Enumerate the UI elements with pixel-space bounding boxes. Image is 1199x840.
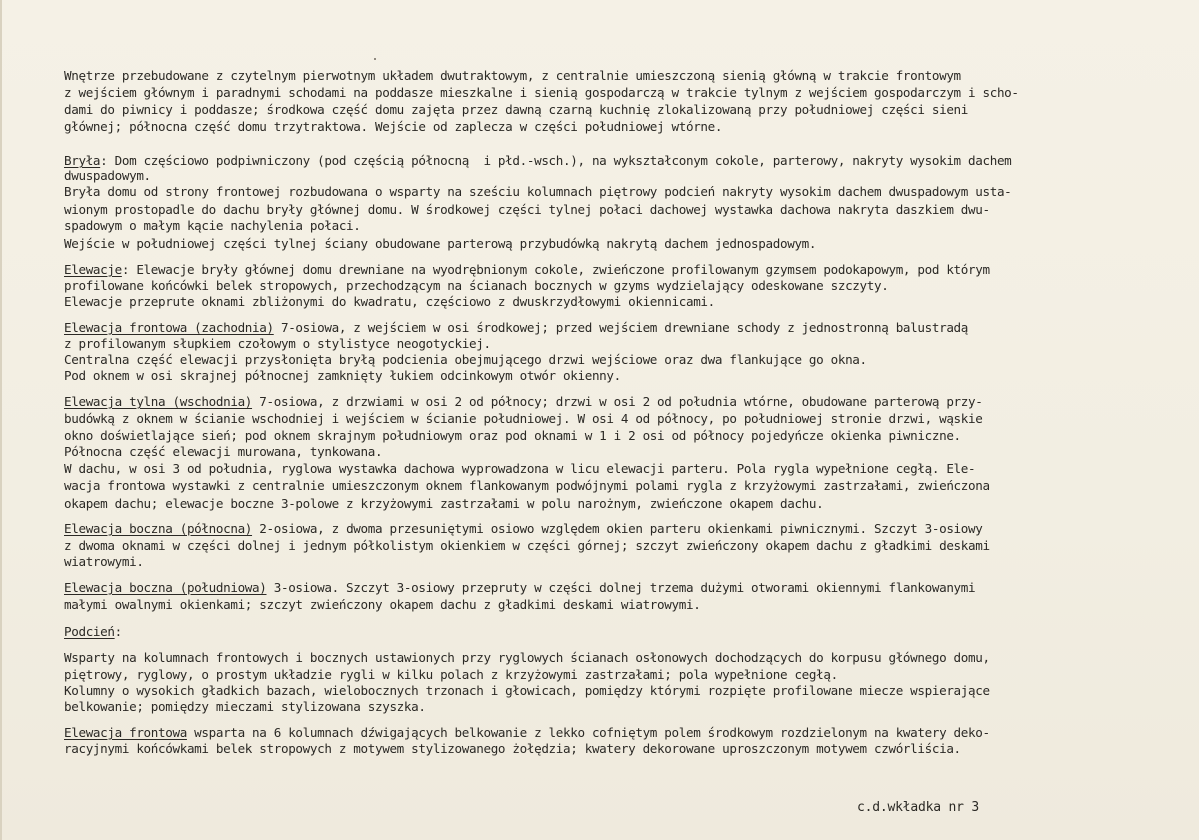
text-line: spadowym o małym kącie nachylenia połaci.	[64, 218, 361, 233]
text-line: budówką z oknem w ścianie wschodniej i wejściem w ścianie południowej. W osi 4 od północy, po południowej stronie drzwi, wąskie	[64, 411, 983, 426]
text-span: 2-osiowa, z dwoma przesuniętymi osiowo względem okien parteru okienkami piwnicznymi. Szczyt 3-osiowy	[252, 521, 983, 536]
text-span: wsparta na 6 kolumnach dźwigających belkowanie z lekko cofniętym polem środkowym rozdzielonym na kwatery deko-	[186, 725, 990, 740]
text-line: Pod oknem w osi skrajnej północnej zamknięty łukiem odcinkowym otwór okienny.	[64, 368, 621, 383]
text-line	[64, 262, 990, 278]
text-line: Wnętrze przebudowane z czytelnym pierwotnym układem dwutraktowym, z centralnie umieszczoną sienią główną w trakcie frontowym	[64, 68, 961, 83]
text-line	[64, 320, 968, 336]
text-line: belkowanie; pomiędzy mieczami stylizowana szyszka.	[64, 699, 426, 714]
text-line: W dachu, w osi 3 od południa, ryglowa wystawka dachowa wyprowadzona w licu elewacji parteru. Pola rygla wypełnione cegłą. Ele-	[64, 461, 976, 476]
text-span: 7-osiowa, z wejściem w osi środkowej; przed wejściem drewniane schody z jednostronną balustradą	[273, 320, 969, 335]
text-line: wionym prostopadle do dachu bryły głównej domu. W środkowej części tylnej połaci dachowej wystawka dachowa nakryta daszkiem dwu-	[64, 202, 990, 217]
section-heading-elewacje: Elewacje	[64, 262, 122, 277]
text-line: okno doświetlające sień; pod oknem skrajnym południowym oraz pod oknami w 1 i 2 osi od północy pojedyńcze okienka piwniczne.	[64, 428, 961, 443]
text-line: z dwoma oknami w części dolnej i jednym półkolistym okienkiem w części górnej; szczyt zwieńczony okapem dachu z gładkimi deskami	[64, 538, 990, 553]
text-line: Bryła domu od strony frontowej rozbudowana o wsparty na sześciu kolumnach piętrowy podcień nakryty wysokim dachem dwuspadowym usta-	[64, 184, 1012, 199]
section-heading-elewacja-tylna: Elewacja tylna (wschodnia)	[64, 394, 253, 409]
text-span: 3-osiowa. Szczyt 3-osiowy przepruty w części dolnej trzema dużymi otworami okiennymi flankowanymi	[266, 580, 976, 595]
text-line: piętrowy, ryglowy, o prostym układzie rygli w kilku polach z krzyżowymi zastrzałami; pola wypełnione cegłą.	[64, 667, 838, 682]
text-line: profilowane końcówki belek stropowych, przechodzącym na ścianach bocznych w gzyms wydzielający odeskowane szczyty.	[64, 278, 889, 293]
text-span: :	[114, 624, 122, 639]
section-heading-podcien: Podcień	[64, 624, 115, 639]
text-line: okapem dachu; elewacje boczne 3-polowe z krzyżowymi zastrzałami w polu narożnym, zwieńczone okapem dachu.	[64, 496, 824, 511]
text-line: dwuspadowym.	[64, 168, 151, 183]
text-line: Wsparty na kolumnach frontowych i bocznych ustawionych przy ryglowych ścianach osłonowych dochodzących do korpusu głównego domu,	[64, 650, 990, 665]
text-line	[64, 153, 1011, 169]
text-line: dami do piwnicy i poddasze; środkowa część domu zajęta przez dawną czarną kuchnię zlokalizowaną przy południowej części sieni	[64, 102, 969, 117]
section-heading-elewacja-frontowa-zachodnia: Elewacja frontowa (zachodnia)	[64, 320, 274, 335]
text-line: Kolumny o wysokich gładkich bazach, wielobocznych trzonach i głowicach, pomiędzy którymi rozpięte profilowane miecze wspierające	[64, 683, 990, 698]
section-heading-elewacja-frontowa: Elewacja frontowa	[64, 725, 187, 740]
section-heading-bryla: Bryła	[64, 153, 101, 168]
section-heading-elewacja-boczna-poludniowa: Elewacja boczna (południowa)	[64, 580, 267, 595]
speck	[374, 58, 376, 60]
section-heading-elewacja-boczna-polnocna: Elewacja boczna (północna)	[64, 521, 253, 536]
text-line	[64, 394, 983, 410]
footer-note: c.d.wkładka nr 3	[857, 800, 980, 815]
text-line: głównej; północna część domu trzytraktowa. Wejście od zaplecza w części południowej wtórne.	[64, 119, 723, 134]
text-line: z wejściem głównym i paradnymi schodami na poddasze mieszkalne i sienią gospodarczą w trakcie tylnym z wejściem gospodarczym i scho-	[64, 85, 1019, 100]
text-line: wiatrowymi.	[64, 554, 144, 569]
text-line: Elewacje przeprute oknami zbliżonymi do kwadratu, częściowo z dwuskrzydłowymi okiennicami.	[64, 294, 715, 309]
text-line: Wejście w południowej części tylnej ściany obudowane parterową przybudówką nakrytą dachem jednospadowym.	[64, 236, 817, 251]
text-line: wacja frontowa wystawki z centralnie umieszczonym oknem flankowanym podwójnymi polami rygla z krzyżowymi zastrzałami, zwieńczona	[64, 478, 990, 493]
text-line: z profilowanym słupkiem czołowym o stylistyce neogotyckiej.	[64, 336, 491, 351]
text-line: małymi owalnymi okienkami; szczyt zwieńczony okapem dachu z gładkimi deskami wiatrowymi.	[64, 597, 701, 612]
text-span: : Dom częściowo podpiwniczony (pod częścią północną i płd.-wsch.), na wykształconym cokole, parterowy, nakryty wysokim dachem	[100, 153, 1012, 168]
text-line	[64, 725, 990, 741]
text-line	[64, 580, 975, 596]
text-span: 7-osiowa, z drzwiami w osi 2 od północy; drzwi w osi 2 od południa wtórne, obudowane parterową przy-	[252, 394, 983, 409]
text-line	[64, 521, 983, 537]
text-line: Północna część elewacji murowana, tynkowana.	[64, 444, 383, 459]
text-span: : Elewacje bryły głównej domu drewniane na wyodrębnionym cokole, zwieńczone profilowanym gzymsem podokapowym, pod którym	[121, 262, 990, 277]
text-line: Centralna część elewacji przysłonięta bryłą podcienia obejmującego drzwi wejściowe oraz dwa flankujące go okna.	[64, 352, 867, 367]
text-line: racyjnymi końcówkami belek stropowych z motywem stylizowanego żołędzia; kwatery dekorowane uproszczonym motywem czwórliścia.	[64, 741, 961, 756]
text-line	[64, 624, 122, 640]
